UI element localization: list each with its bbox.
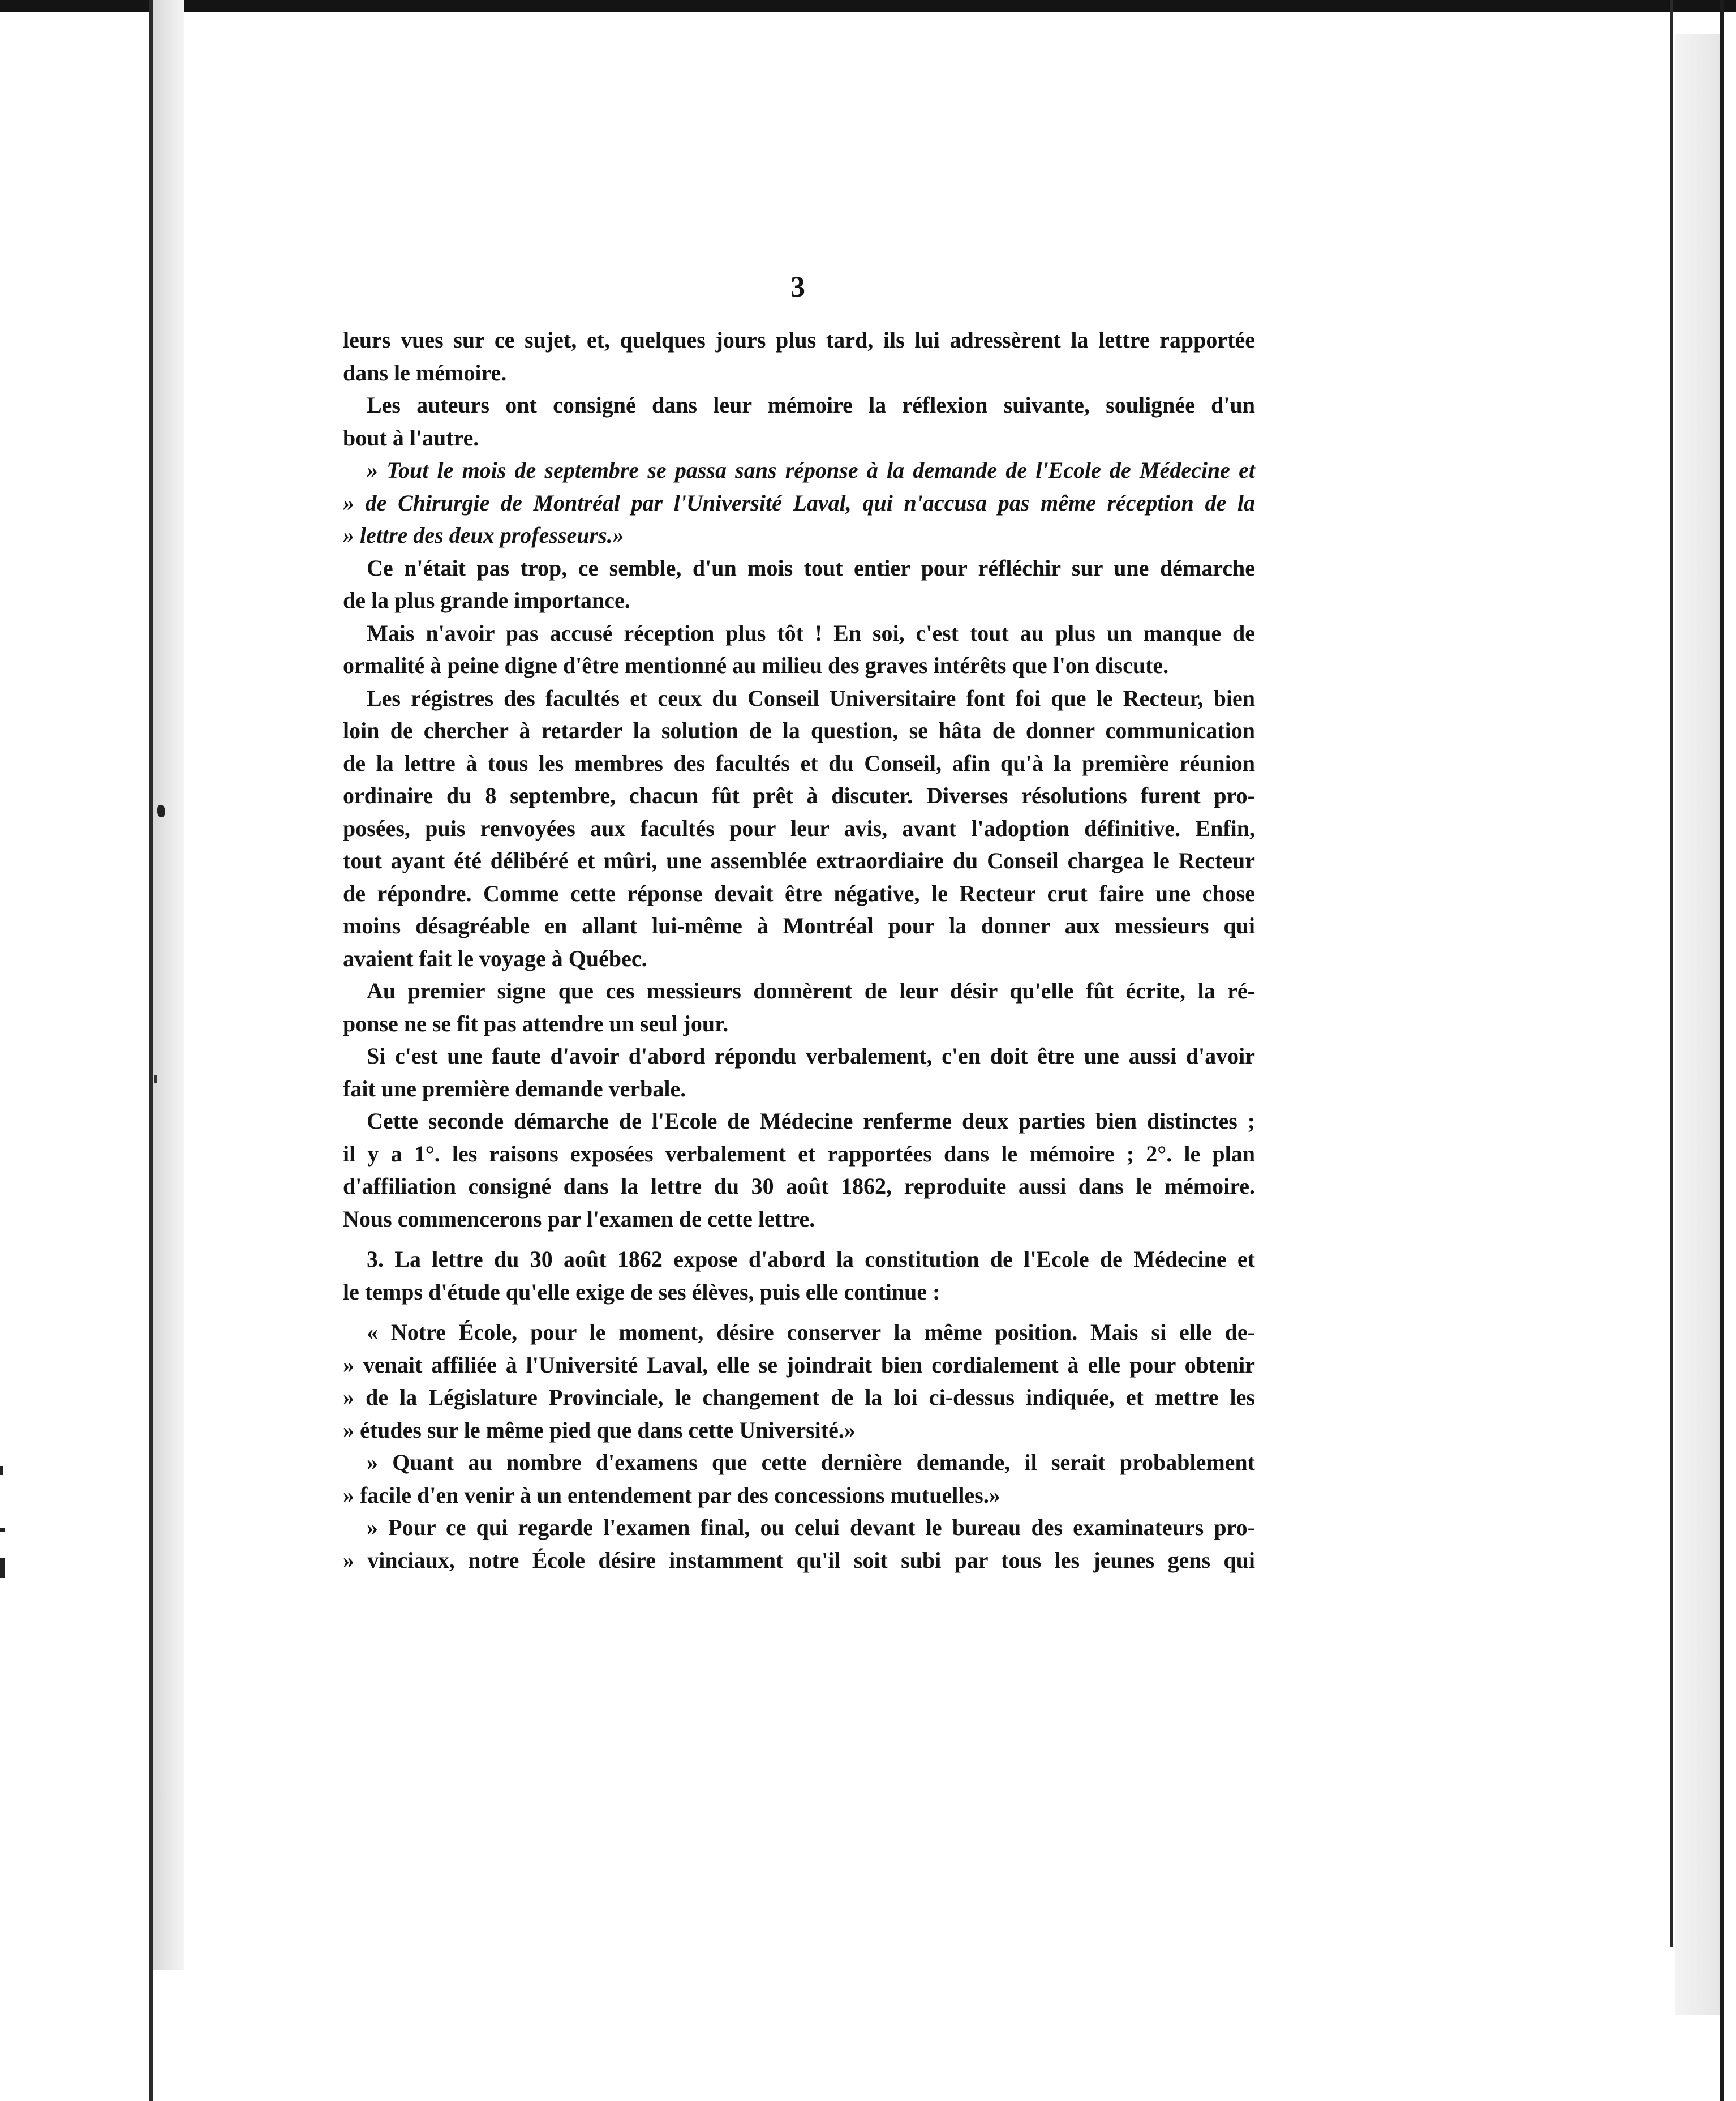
text-line: leurs vues sur ce sujet, et, quelques jours plus tard, ils lui adressèrent la lettre rapportée: [343, 327, 1255, 353]
text-line: bout à l'autre.: [343, 425, 479, 451]
text-line: Les auteurs ont consigné dans leur mémoire la réflexion suivante, soulignée d'un: [367, 392, 1255, 418]
text-line: » de Chirurgie de Montréal par l'Université Laval, qui n'accusa pas même réception de la: [343, 490, 1255, 516]
text-line: loin de chercher à retarder la solution de la question, se hâta de donner communication: [343, 718, 1255, 743]
text-line: » Tout le mois de septembre se passa sans réponse à la demande de l'Ecole de Médecine et: [367, 457, 1255, 483]
text-line: » facile d'en venir à un entendement par des concessions mutuelles.»: [343, 1482, 1000, 1508]
text-line: » de la Législature Provinciale, le changement de la loi ci-dessus indiquée, et mettre les: [343, 1384, 1255, 1410]
text-line: posées, puis renvoyées aux facultés pour leur avis, avant l'adoption définitive. Enfin,: [343, 815, 1255, 841]
text-line: » Pour ce qui regarde l'examen final, ou celui devant le bureau des examinateurs pro-: [367, 1515, 1255, 1540]
text-line: » vinciaux, notre École désire instamment qu'il soit subi par tous les jeunes gens qui: [343, 1547, 1255, 1573]
scan-right-edge-outer: [1720, 0, 1724, 2101]
text-line: moins désagréable en allant lui-même à Montréal pour la donner aux messieurs qui: [343, 913, 1255, 938]
text-line: de la plus grande importance.: [343, 588, 630, 613]
text-line: ordinaire du 8 septembre, chacun fût prêt à discuter. Diverses résolutions furent pro-: [343, 783, 1255, 808]
text-line: Cette seconde démarche de l'Ecole de Médecine renferme deux parties bien distinctes ;: [367, 1108, 1255, 1134]
text-line: Mais n'avoir pas accusé réception plus tôt ! En soi, c'est tout au plus un manque de: [367, 620, 1255, 646]
scan-left-shade: [153, 0, 184, 1970]
text-line: 3. La lettre du 30 août 1862 expose d'abord la constitution de l'Ecole de Médecine et: [367, 1246, 1255, 1272]
text-line: ormalité à peine digne d'être mentionné au milieu des graves intérêts que l'on discute.: [343, 653, 1169, 678]
edge-mark: [0, 1558, 5, 1578]
scan-top-border: [0, 0, 1736, 12]
text-line: Ce n'était pas trop, ce semble, d'un mois tout entier pour réfléchir sur une démarche: [367, 555, 1255, 581]
text-line: fait une première demande verbale.: [343, 1075, 686, 1101]
text-line: de répondre. Comme cette réponse devait être négative, le Recteur crut faire une chose: [343, 880, 1255, 906]
paragraph-gap: [343, 1235, 1255, 1243]
text-line: » Quant au nombre d'examens que cette dernière demande, il serait probablement: [367, 1450, 1255, 1475]
text-line: ponse ne se fit pas attendre un seul jour.: [343, 1010, 729, 1036]
text-line: Les régistres des facultés et ceux du Conseil Universitaire font foi que le Recteur, bien: [367, 685, 1255, 711]
edge-mark: [0, 1466, 3, 1475]
body-text: [343, 324, 1255, 1576]
text-line: d'affiliation consigné dans la lettre du 30 août 1862, reproduite aussi dans le mémoire.: [343, 1173, 1255, 1199]
text-line: tout ayant été délibéré et mûri, une assemblée extraordiaire du Conseil chargea le Recteur: [343, 848, 1255, 873]
paragraph-gap: [343, 1308, 1255, 1316]
text-line: » venait affiliée à l'Université Laval, elle se joindrait bien cordialement à elle pour obtenir: [343, 1352, 1255, 1378]
scan-right-shade: [1675, 34, 1720, 2015]
text-line: de la lettre à tous les membres des facultés et du Conseil, afin qu'à la première réunion: [343, 750, 1255, 776]
ink-mark: [154, 1075, 157, 1083]
text-line: Si c'est une faute d'avoir d'abord répondu verbalement, c'en doit être une aussi d'avoir: [367, 1043, 1255, 1069]
edge-mark: [0, 1528, 5, 1532]
text-line: » lettre des deux professeurs.»: [343, 522, 624, 548]
text-line: le temps d'étude qu'elle exige de ses élèves, puis elle continue :: [343, 1279, 940, 1305]
text-line: il y a 1°. les raisons exposées verbalement et rapportées dans le mémoire ; 2°. le plan: [343, 1140, 1255, 1167]
text-line: « Notre École, pour le moment, désire conserver la même position. Mais si elle de-: [367, 1319, 1255, 1345]
text-line: avaient fait le voyage à Québec.: [343, 945, 647, 971]
scan-left-edge: [149, 0, 153, 2101]
text-line: Nous commencerons par l'examen de cette lettre.: [343, 1206, 815, 1232]
page-number: 3: [790, 271, 805, 303]
text-line: Au premier signe que ces messieurs donnèrent de leur désir qu'elle fût écrite, la ré-: [367, 978, 1255, 1004]
scan-right-edge: [1670, 0, 1673, 1947]
text-line: » études sur le même pied que dans cette Université.»: [343, 1417, 856, 1443]
text-line: dans le mémoire.: [343, 359, 507, 385]
ink-blot: [157, 805, 165, 817]
